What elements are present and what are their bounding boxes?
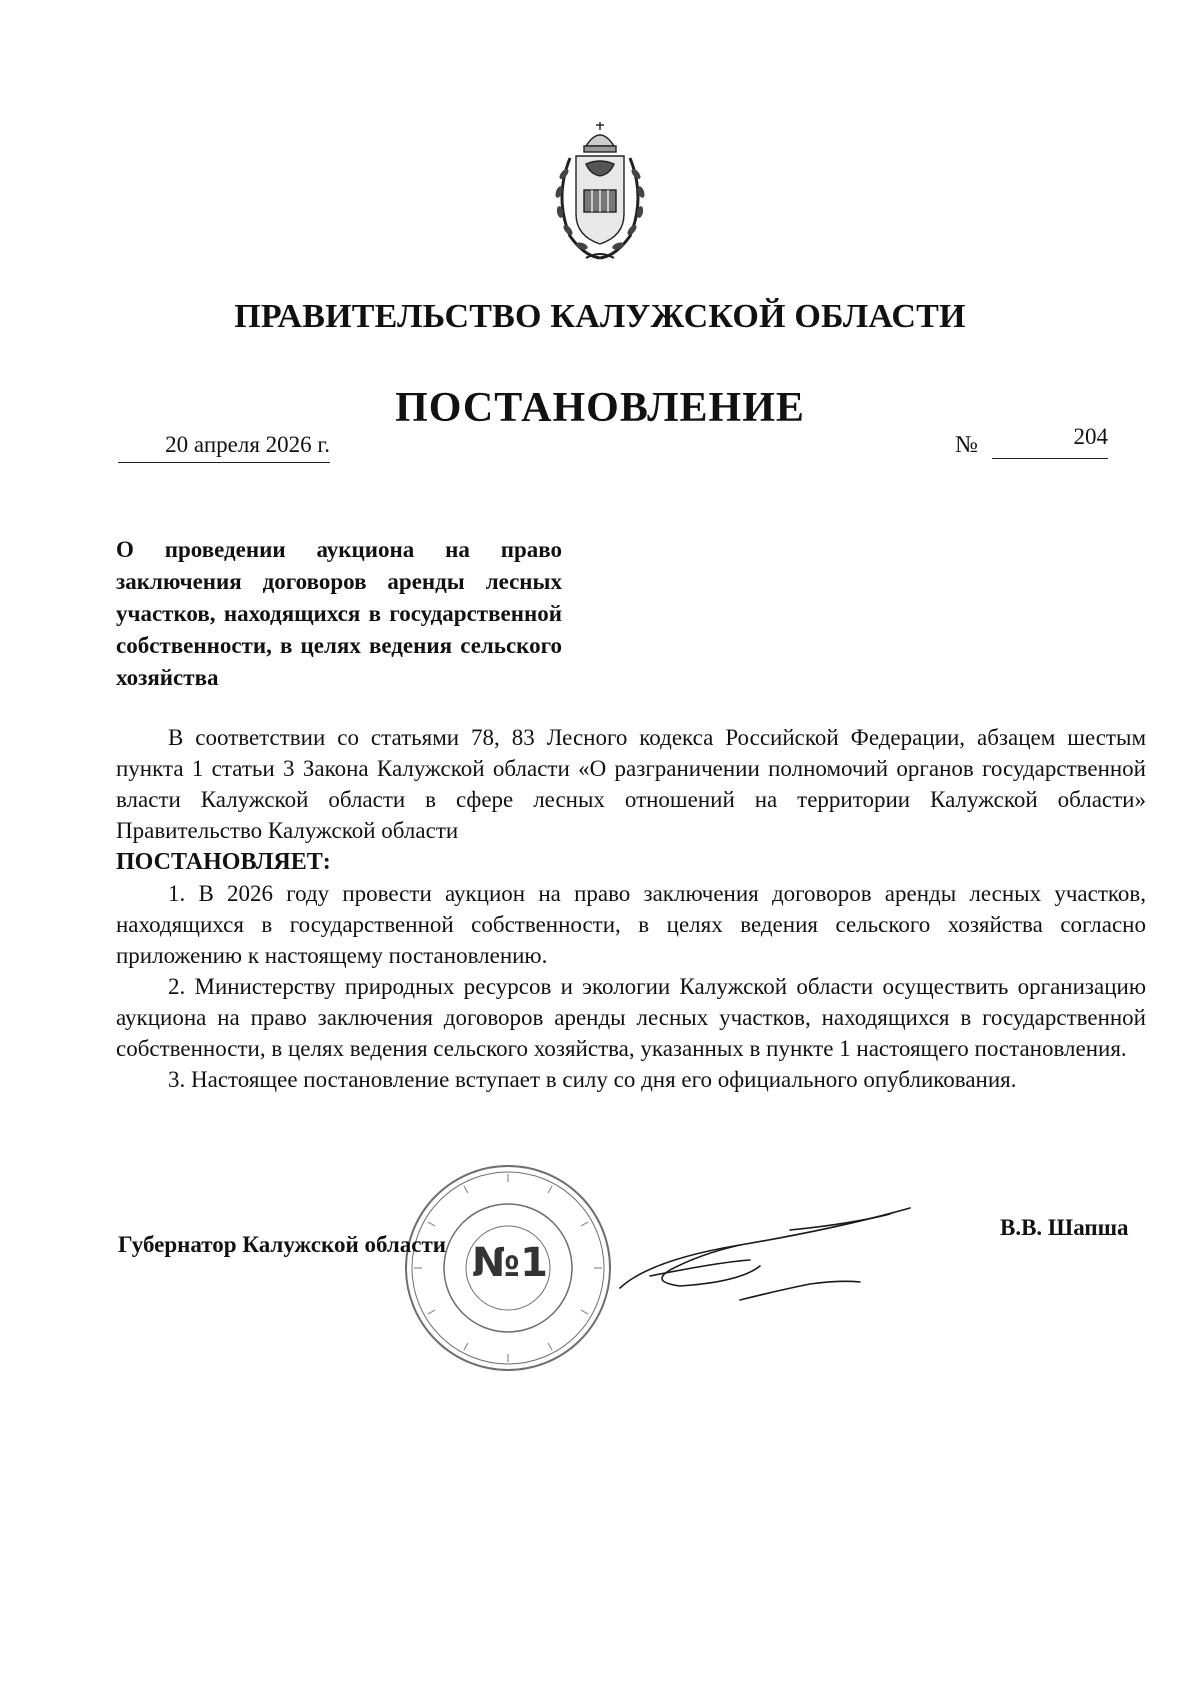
document-date: 20 апреля 2026 г.	[118, 428, 330, 463]
decree-paragraph	[116, 846, 1146, 878]
coat-of-arms-icon	[540, 118, 660, 268]
signer-name: В.В. Шапша	[1000, 1215, 1129, 1240]
document-number-label: №	[955, 432, 978, 458]
decree-word: ПОСТАНОВЛЯЕТ:	[116, 849, 331, 875]
stamp-number: №1	[472, 1240, 548, 1286]
document-subject: О проведении аукциона на право заключения договоров аренды лесных участков, находящихся в государственной собственности, в целях ведения сельского хозяйства	[116, 537, 562, 690]
decree-item-2: 2. Министерству природных ресурсов и экологии Калужской области осуществить организацию аукциона на право заключения договоров аренды лесных участков, находящихся в государственной собственности, в целях ведения сельского хозяйства, указанных в пункте 1 настоящего постановления.	[116, 974, 1146, 1061]
handwritten-signature	[590, 1190, 950, 1310]
preamble-text: В соответствии со статьями 78, 83 Лесного кодекса Российской Федерации, абзацем шестым пункта 1 статьи 3 Закона Калужской области «О разграничении полномочий органов государственной власти Калужской области в сфере лесных отношений на территории Калужской области» Правительство Калужской области	[116, 725, 1146, 843]
decree-item-1: 1. В 2026 году провести аукцион на право заключения договоров аренды лесных участков, находящихся в государственной собственности, в целях ведения сельского хозяйства согласно приложению к настоящему постановлению.	[116, 881, 1146, 968]
preamble-paragraph	[116, 722, 1146, 846]
signer-position: Губернатор Калужской области	[118, 1232, 447, 1257]
document-type-title: ПОСТАНОВЛЕНИЕ	[395, 385, 805, 431]
organization-title: ПРАВИТЕЛЬСТВО КАЛУЖСКОЙ ОБЛАСТИ	[234, 298, 966, 335]
document-body	[116, 722, 1146, 1095]
decree-item-3: 3. Настоящее постановление вступает в силу со дня его официального опубликования.	[168, 1067, 1017, 1092]
document-number: 204	[992, 420, 1108, 459]
